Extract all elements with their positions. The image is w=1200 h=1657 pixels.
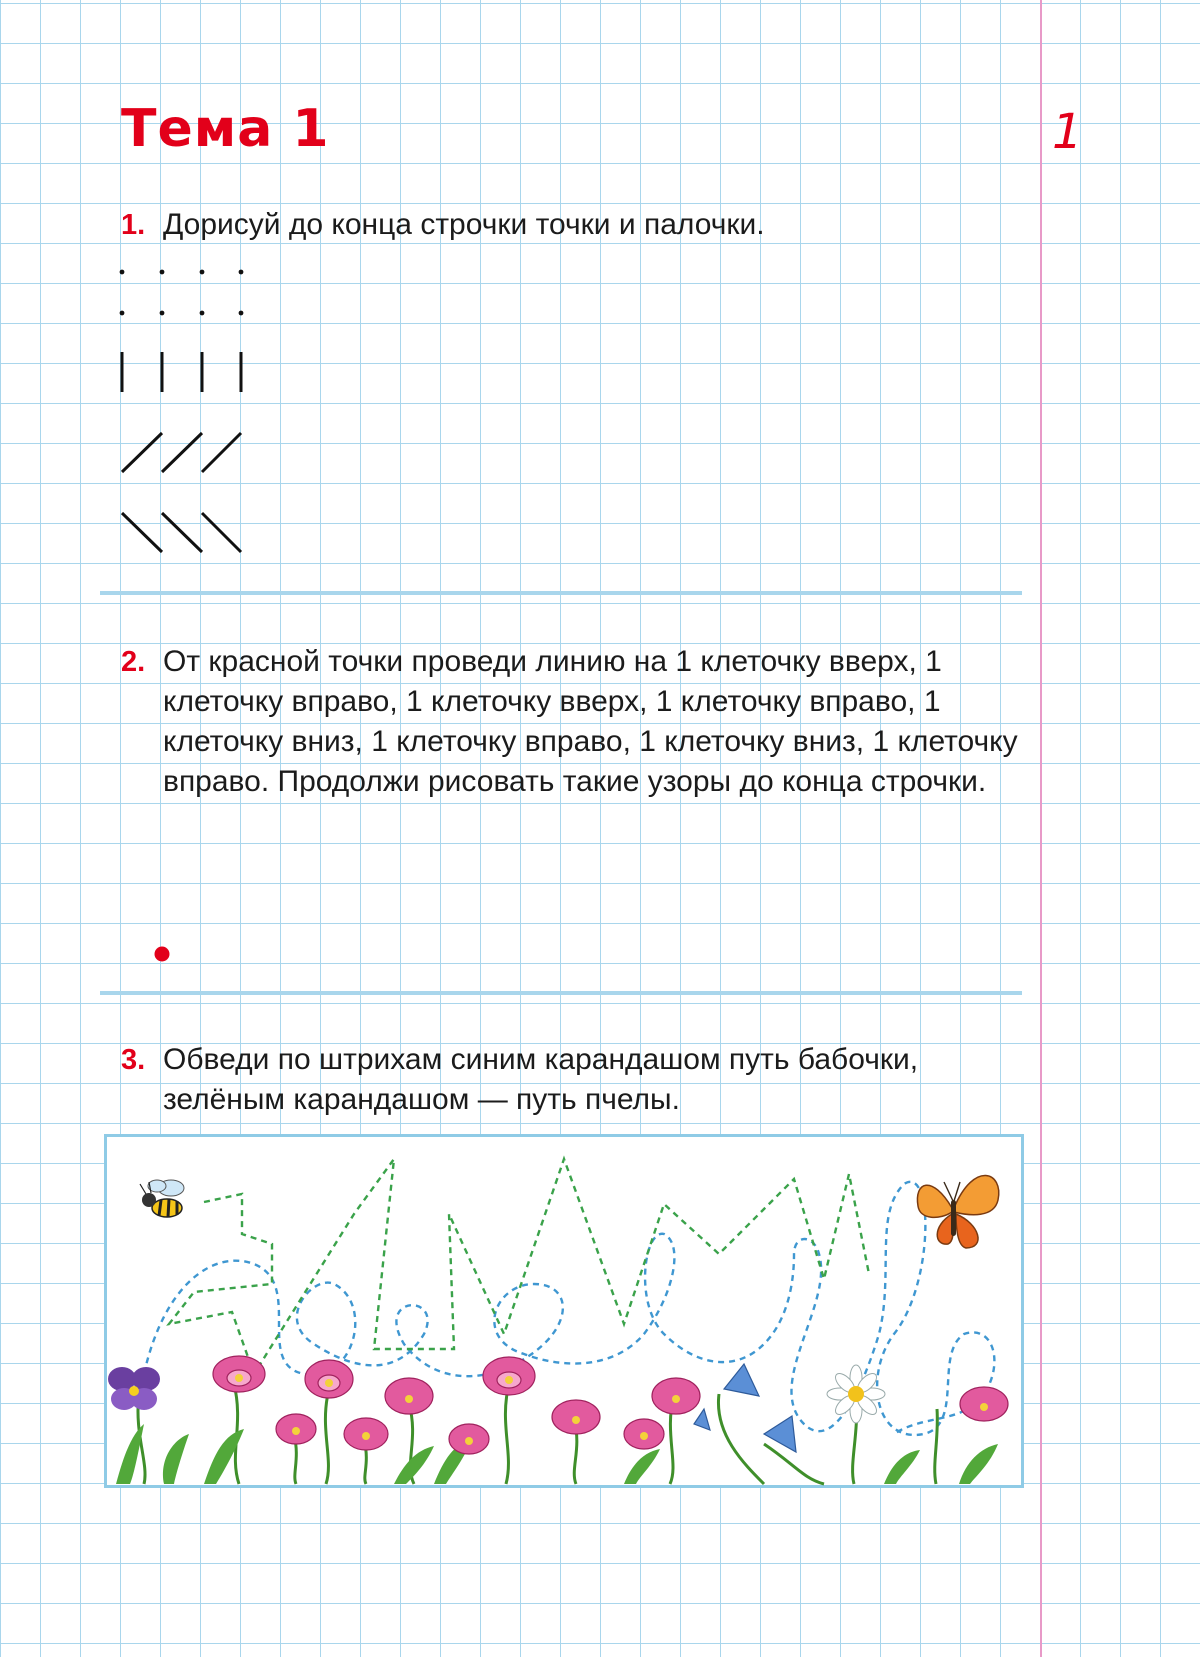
poppy-flower [449, 1424, 489, 1454]
poppy-flower [276, 1414, 316, 1444]
poppy-flower [483, 1357, 535, 1395]
back-slash-row [122, 513, 241, 552]
poppy-flower [624, 1419, 664, 1449]
task-1-text: Дорисуй до конца строчки точки и палочки. [163, 208, 765, 241]
poppy-flower [305, 1360, 353, 1398]
violet-flower [108, 1367, 160, 1410]
red-start-dot [150, 942, 174, 966]
dots-row-2 [120, 311, 244, 316]
poppy-flower [652, 1378, 700, 1414]
poppy-flower [385, 1378, 433, 1414]
page-number: 1 [1052, 104, 1083, 160]
page-title: Тема 1 [121, 99, 330, 159]
task-1-number: 1. [121, 209, 146, 241]
poppy-flower [552, 1400, 600, 1434]
illustration-frame [106, 1136, 1023, 1487]
section-divider-2 [100, 991, 1022, 995]
notebook-margin-line [1040, 0, 1042, 1657]
task-3-number: 3. [121, 1044, 146, 1076]
poppy-flower [960, 1387, 1008, 1421]
vertical-sticks-row [122, 352, 241, 392]
poppy-flower [213, 1356, 265, 1392]
task-1-exercise [110, 260, 250, 560]
task-2-number: 2. [121, 646, 146, 678]
task-3-text: Обведи по штрихам синим карандашом путь бабочки, зелёным карандашом — путь пчелы. [163, 1043, 919, 1116]
forward-slash-row [122, 433, 241, 472]
poppy-flower [344, 1418, 388, 1450]
task-2-text: От красной точки проведи линию на 1 клеточку вверх, 1 клеточку вправо, 1 клеточку вверх, 1 клеточку вправо, 1 клеточку вниз, 1 клеточку вправо, 1 клеточку вниз, 1 клеточку вправо. Продолжи рисовать такие узоры до конца строчки. [163, 645, 1018, 798]
path-tracing-illustration [104, 1134, 1024, 1488]
section-divider-1 [100, 591, 1022, 595]
dots-row-1 [120, 270, 244, 275]
